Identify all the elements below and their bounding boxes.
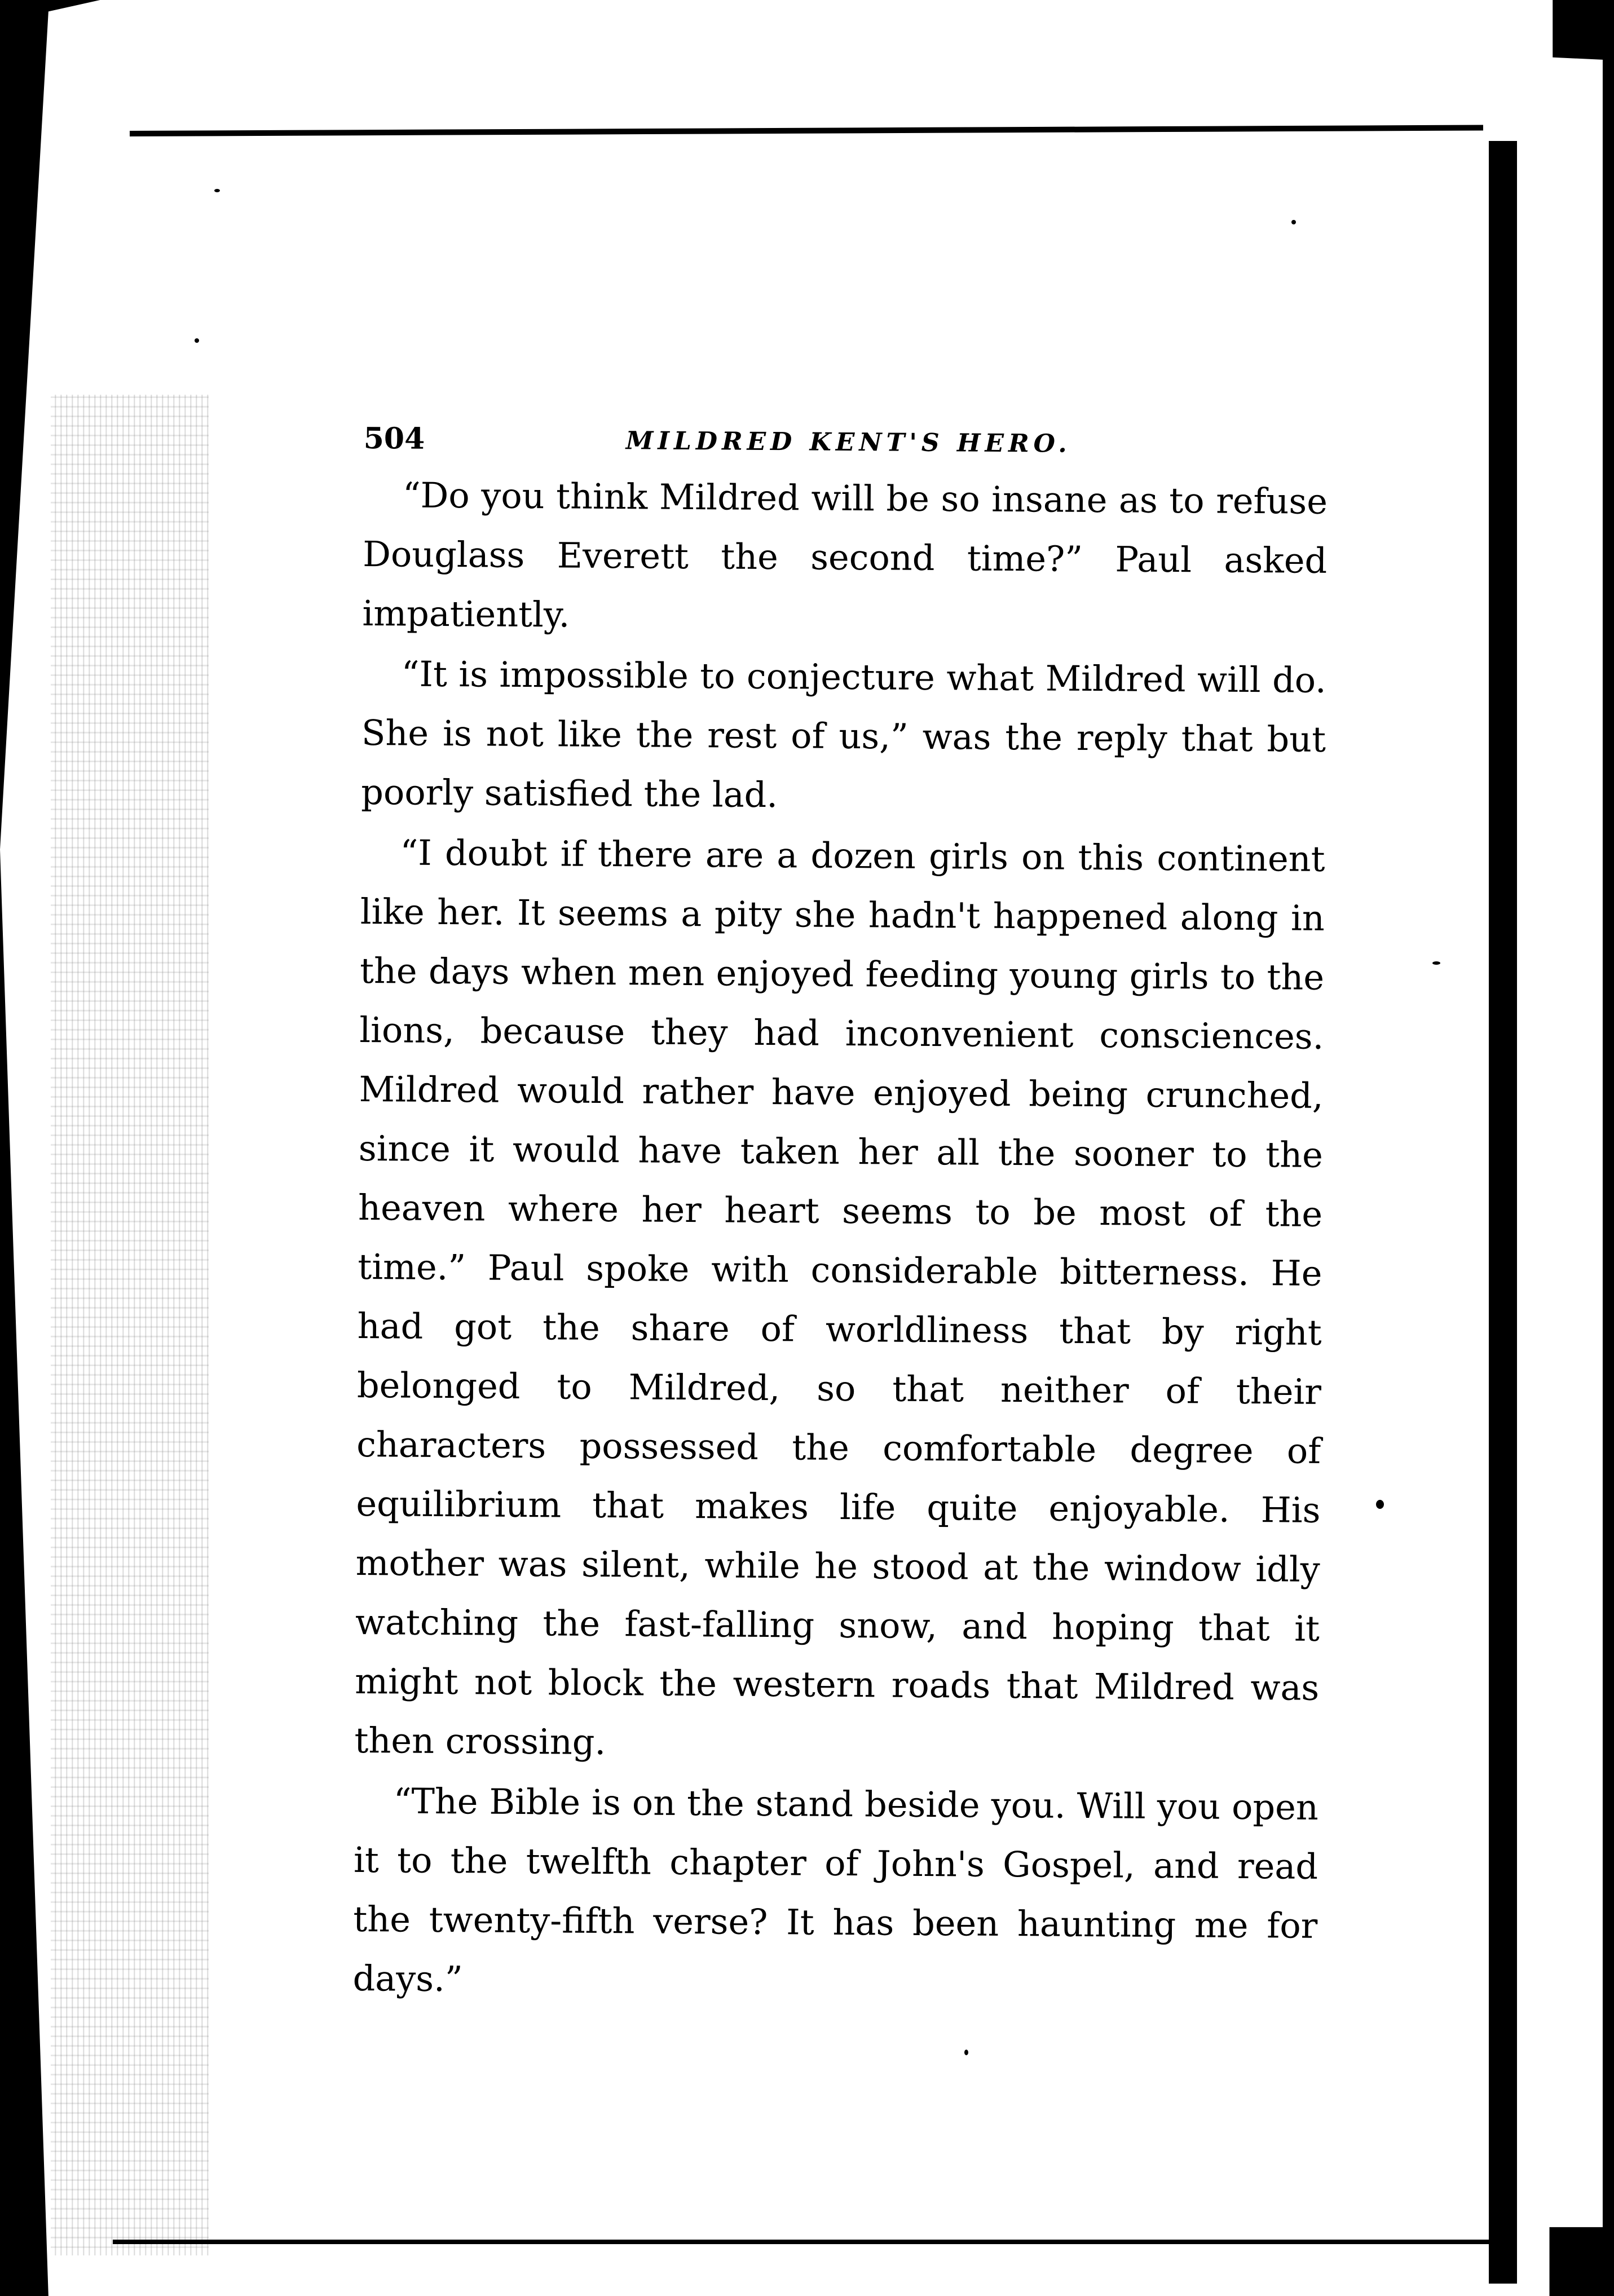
ink-speck <box>964 2050 968 2055</box>
ink-speck <box>214 189 220 192</box>
binding-gutter <box>51 395 209 2255</box>
ink-speck <box>1432 961 1440 965</box>
ink-speck <box>195 338 199 343</box>
paragraph: “I doubt if there are a dozen girls on this continent like her. It seems a pity she hadn't happened along in the days when men enjoyed feeding young girls to the lions, because they had inconvenient consciences. Mildred would rather have enjoyed being crunched, since it would have taken her all the sooner to the heaven where her heart seems to be most of the time.” Paul spoke with considerable bitterness. He had got the share of worldliness that by right belonged to Mildred, so that neither of their characters possessed the comfortable degree of equilibrium that makes life quite enjoyable. His mother was silent, while he stood at the window idly watching the fast-falling snow, and hoping that it might not block the western roads that Mildred was then crossing. <box>354 832 1325 1763</box>
paragraph: “The Bible is on the stand beside you. Will you open it to the twelfth chapter of John's Gospel, and read the twenty-fifth verse? It has been haunting me for days.” <box>352 1780 1319 2000</box>
page-header <box>363 414 1328 472</box>
page-text <box>352 414 1328 2016</box>
ink-speck <box>1291 220 1296 224</box>
running-title: MILDRED KENT'S HERO. <box>625 426 1071 458</box>
paragraph: “It is impossible to conjecture what Mildred will do. She is not like the rest of us,” was the reply that but poorly satisfied the lad. <box>361 653 1327 816</box>
page-number: 504 <box>363 421 425 456</box>
paragraph: “Do you think Mildred will be so insane as to refuse Douglass Everett the second time?” Paul asked impatiently. <box>362 474 1328 635</box>
bottom-edge-shadow <box>113 2240 1494 2244</box>
ink-speck <box>1376 1500 1384 1509</box>
right-edge-shadow <box>1489 141 1517 2284</box>
